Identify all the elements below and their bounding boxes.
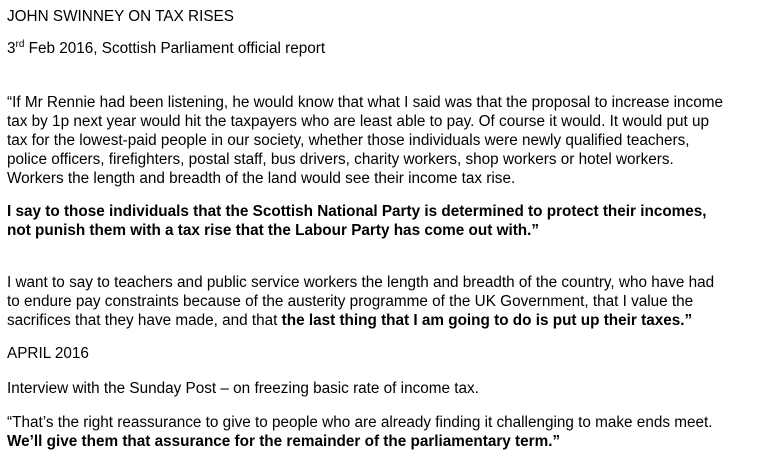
section2-heading: APRIL 2016 — [7, 345, 89, 362]
quote1-bold-line: not punish them with a tax rise that the Labour Party has come out with.” — [7, 222, 540, 239]
quote1-line: tax by 1p next year would hit the taxpayers who are least able to pay. Of course it would. It would put up — [7, 113, 710, 130]
date-suffix: rd — [15, 38, 25, 50]
quote1-line: tax for the lowest-paid people in our society, whether those individuals were newly qualified teachers, — [7, 132, 690, 149]
quote1-line: Workers the length and breadth of the land would see their income tax rise. — [7, 170, 516, 187]
paragraph2-bold: the last thing that I am going to do is put up their taxes.” — [281, 312, 693, 329]
source-date-line — [7, 40, 325, 59]
date-day: 3 — [7, 40, 16, 57]
paragraph2-line: to endure pay constraints because of the austerity programme of the UK Government, that I value the — [7, 293, 694, 310]
date-source: Feb 2016, Scottish Parliament official report — [24, 40, 326, 57]
quote1-line: police officers, firefighters, postal staff, bus drivers, charity workers, shop workers or hotel workers. — [7, 151, 674, 168]
quote1-line: “If Mr Rennie had been listening, he would know that what I said was that the proposal to increase income — [7, 94, 723, 111]
paragraph2-plain: sacrifices that they have made, and that — [7, 312, 282, 329]
interview-line: Interview with the Sunday Post – on freezing basic rate of income tax. — [7, 380, 479, 397]
quote2-bold-line: We’ll give them that assurance for the remainder of the parliamentary term.” — [7, 433, 561, 450]
paragraph2-line: I want to say to teachers and public service workers the length and breadth of the country, who have had — [7, 274, 715, 291]
quote2-line: “That’s the right reassurance to give to people who are already finding it challenging to make ends meet. — [7, 414, 713, 431]
quote1-bold-line: I say to those individuals that the Scottish National Party is determined to protect their incomes, — [7, 203, 707, 220]
paragraph2-last-line — [7, 312, 692, 331]
document-heading: JOHN SWINNEY ON TAX RISES — [7, 8, 234, 25]
